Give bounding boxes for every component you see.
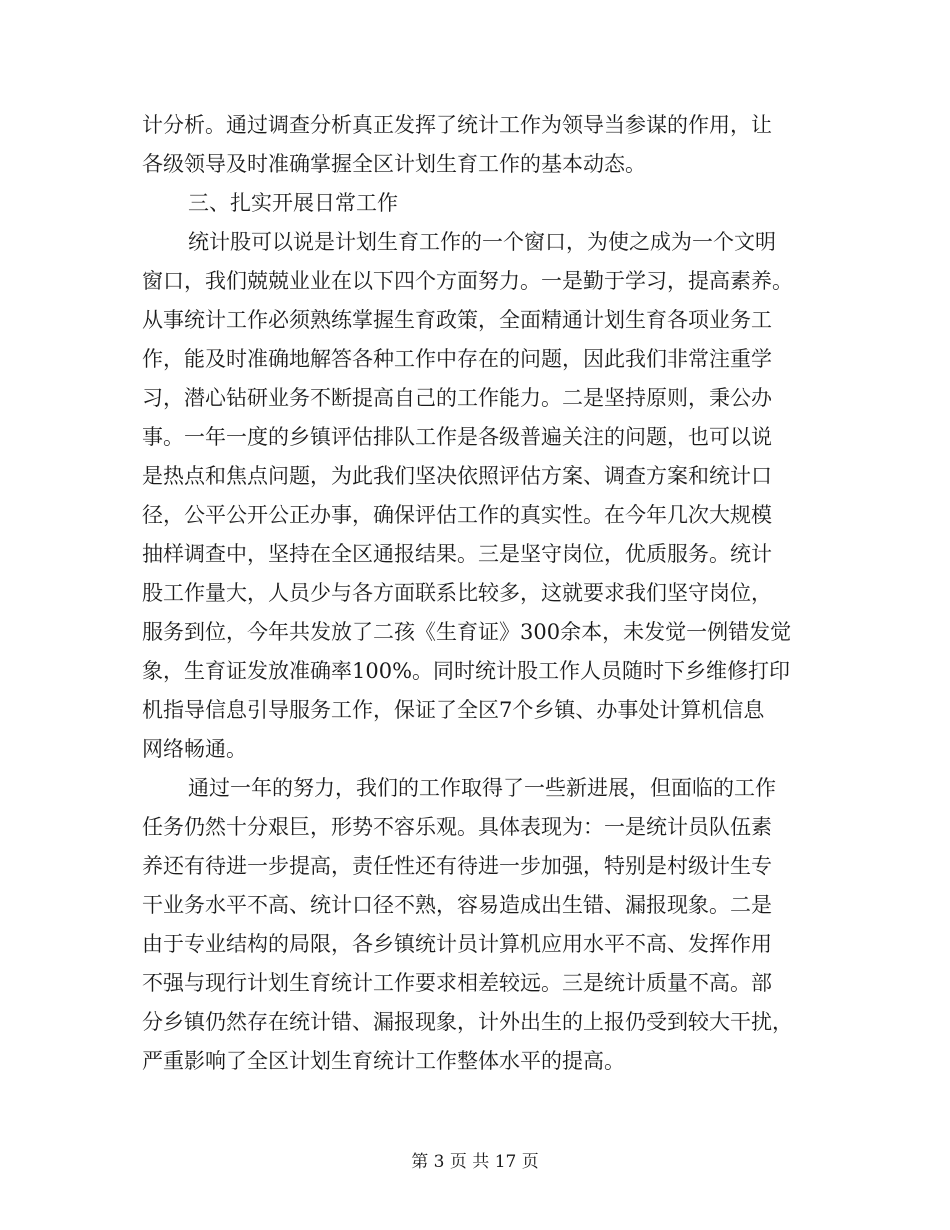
paragraph-line: 习，潜心钻研业务不断提高自己的工作能力。二是坚持原则，秉公办 bbox=[142, 386, 772, 410]
page-number-footer: 第 3 页 共 17 页 bbox=[411, 1152, 539, 1172]
body-text bbox=[142, 106, 812, 1081]
paragraph-line: 从事统计工作必须熟练掌握生育政策，全面精通计划生育各项业务工 bbox=[142, 308, 772, 332]
paragraph-line: 各级领导及时准确掌握全区计划生育工作的基本动态。 bbox=[142, 152, 646, 176]
paragraph-line: 事。一年一度的乡镇评估排队工作是各级普遍关注的问题，也可以说 bbox=[142, 425, 772, 449]
paragraph-line: 抽样调查中，坚持在全区通报结果。三是坚守岗位，优质服务。统计 bbox=[142, 542, 772, 566]
paragraph-line: 任务仍然十分艰巨，形势不容乐观。具体表现为：一是统计员队伍素 bbox=[142, 815, 772, 839]
section-heading: 三、扎实开展日常工作 bbox=[188, 191, 398, 215]
paragraph-line: 机指导信息引导服务工作，保证了全区7个乡镇、办事处计算机信息 bbox=[142, 698, 765, 722]
paragraph-line: 计分析。通过调查分析真正发挥了统计工作为领导当参谋的作用，让 bbox=[142, 113, 772, 137]
paragraph-line: 作，能及时准确地解答各种工作中存在的问题，因此我们非常注重学 bbox=[142, 347, 772, 371]
paragraph-line: 象，生育证发放准确率100%。同时统计股工作人员随时下乡维修打印 bbox=[142, 659, 791, 683]
paragraph-line: 统计股可以说是计划生育工作的一个窗口，为使之成为一个文明 bbox=[188, 230, 776, 254]
paragraph-line: 由于专业结构的局限，各乡镇统计员计算机应用水平不高、发挥作用 bbox=[142, 932, 772, 956]
paragraph-line: 是热点和焦点问题，为此我们坚决依照评估方案、调查方案和统计口 bbox=[142, 464, 772, 488]
paragraph-line: 干业务水平不高、统计口径不熟，容易造成出生错、漏报现象。二是 bbox=[142, 893, 772, 917]
paragraph-line: 不强与现行计划生育统计工作要求相差较远。三是统计质量不高。部 bbox=[142, 971, 772, 995]
paragraph-line: 服务到位，今年共发放了二孩《生育证》300余本，未发觉一例错发觉 bbox=[142, 620, 792, 644]
paragraph-line: 严重影响了全区计划生育统计工作整体水平的提高。 bbox=[142, 1049, 625, 1073]
paragraph-line: 股工作量大，人员少与各方面联系比较多，这就要求我们坚守岗位， bbox=[142, 581, 772, 605]
paragraph-line: 分乡镇仍然存在统计错、漏报现象，计外出生的上报仍受到较大干扰， bbox=[142, 1010, 793, 1034]
paragraph-line: 通过一年的努力，我们的工作取得了一些新进展，但面临的工作 bbox=[188, 776, 776, 800]
paragraph-line: 网络畅通。 bbox=[142, 737, 247, 761]
paragraph-line: 窗口，我们兢兢业业在以下四个方面努力。一是勤于学习，提高素养。 bbox=[142, 269, 793, 293]
paragraph-line: 径，公平公开公正办事，确保评估工作的真实性。在今年几次大规模 bbox=[142, 503, 772, 527]
paragraph-line: 养还有待进一步提高，责任性还有待进一步加强，特别是村级计生专 bbox=[142, 854, 772, 878]
